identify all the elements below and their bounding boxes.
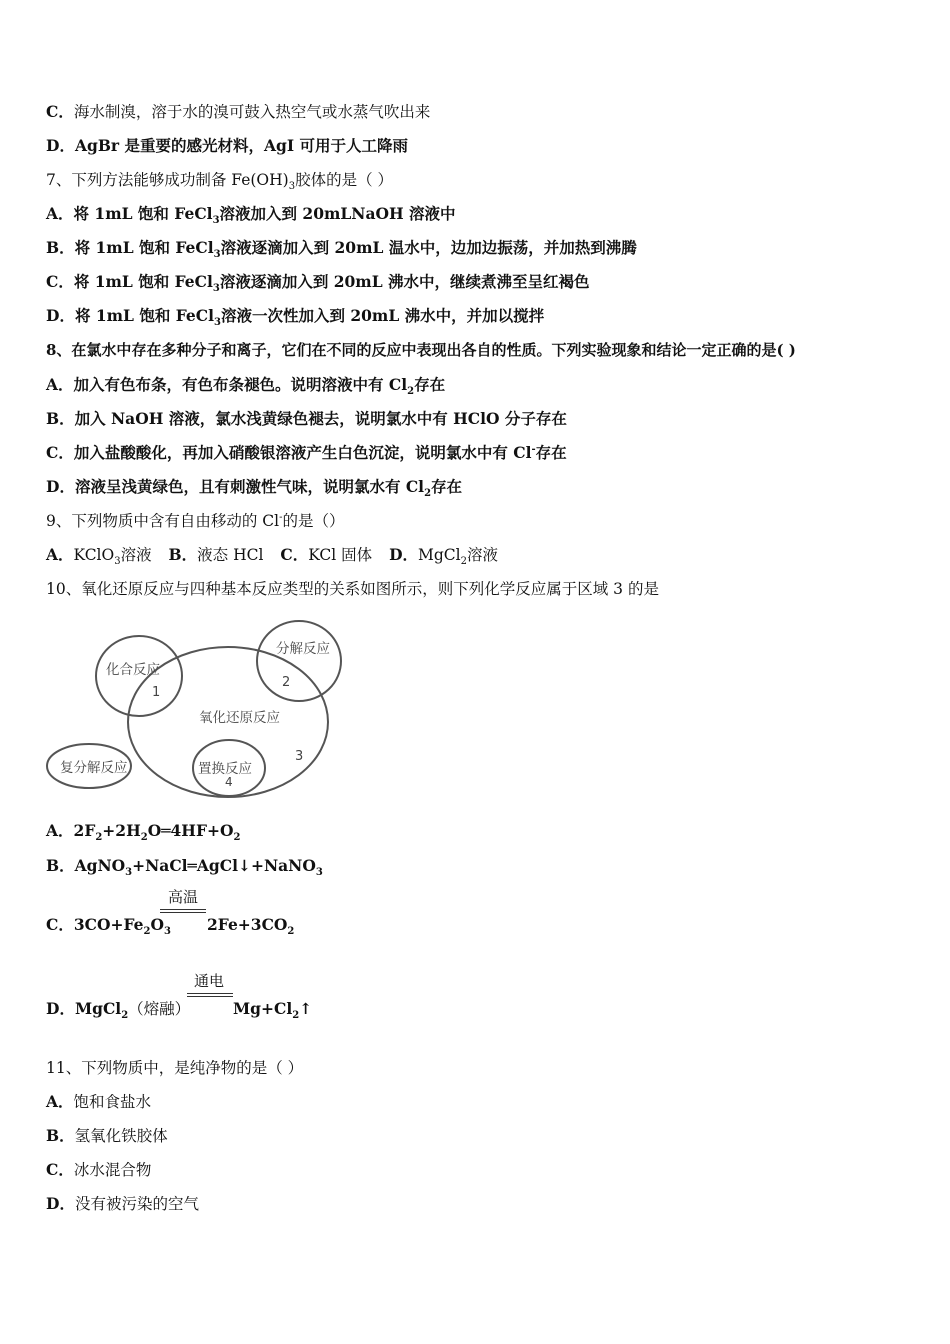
option-sub: 2 <box>460 556 468 568</box>
decomposition-circle <box>257 621 341 701</box>
q7-stem <box>46 170 394 193</box>
option-post: 溶液 <box>467 546 499 564</box>
option-pre: MgCl <box>418 546 461 564</box>
eq-part: （熔融） <box>128 1000 191 1018</box>
eq-sub: 2 <box>292 1010 300 1022</box>
region-1-number: 1 <box>152 685 161 700</box>
q9-stem <box>46 511 345 531</box>
option-label: A． <box>46 821 74 840</box>
option-post: 存在 <box>431 477 463 496</box>
option-label: D． <box>389 545 419 564</box>
q6-option-d <box>46 136 408 156</box>
eq-sub: 3 <box>125 867 133 879</box>
option-label: C． <box>46 443 74 462</box>
q8-option-b <box>46 409 567 429</box>
eq-sub: 2 <box>233 832 241 844</box>
q10-c-reaction-bar <box>160 909 206 913</box>
option-label: A． <box>46 204 74 223</box>
q10-option-d-products <box>233 999 313 1022</box>
q8-option-a <box>46 375 446 398</box>
option-text: 没有被污染的空气 <box>74 1195 199 1213</box>
eq-part: 2Fe+3CO <box>207 915 288 934</box>
q10-d-reaction-bar <box>187 993 233 997</box>
option-post: 存在 <box>414 375 446 394</box>
option-pre: 将 1mL 饱和 FeCl <box>74 238 214 257</box>
q7-option-d <box>46 306 545 329</box>
option-sub: 3 <box>114 556 121 568</box>
eq-sub: 3 <box>315 867 323 879</box>
option-text: 冰水混合物 <box>73 1161 152 1179</box>
eq-sub: 3 <box>163 926 171 938</box>
option-label: A． <box>46 1092 74 1111</box>
option-post: 存在 <box>535 443 567 462</box>
option-sub: 2 <box>407 386 415 398</box>
q9-options <box>46 545 499 568</box>
option-text: 氢氧化铁胶体 <box>74 1127 168 1145</box>
q10-option-d-reactants <box>46 999 191 1022</box>
q10-c-condition: 高温 <box>168 888 199 906</box>
option-text: AgBr 是重要的感光材料，AgI 可用于人工降雨 <box>74 136 408 155</box>
q11-stem: 11、下列物质中，是纯净物的是（ ） <box>46 1059 304 1077</box>
q6-option-c <box>46 102 430 122</box>
q11-option-b <box>46 1126 168 1146</box>
option-sub: 3 <box>213 317 221 329</box>
displacement-label: 置换反应 <box>198 761 252 777</box>
q10-option-c-reactants <box>46 915 171 938</box>
option-text: 液态 HCl <box>197 546 264 564</box>
q9-stem-sup: - <box>279 511 283 523</box>
option-pre: 将 1mL 饱和 FeCl <box>74 306 214 325</box>
q9-stem-pre: 9、下列物质中含有自由移动的 Cl <box>46 512 280 530</box>
combination-label: 化合反应 <box>106 662 160 678</box>
eq-part: +2H <box>102 821 141 840</box>
option-sub: 3 <box>213 249 221 261</box>
eq-part: O═4HF+O <box>147 821 234 840</box>
option-sup: - <box>531 443 536 455</box>
option-label: C． <box>46 915 74 934</box>
option-label: B． <box>46 409 75 428</box>
eq-part: AgNO <box>74 856 126 875</box>
option-post: 溶液逐滴加入到 20mL 温水中，边加边振荡，并加热到沸腾 <box>220 238 637 257</box>
option-label: A． <box>46 375 74 394</box>
q9-stem-post: 的是（） <box>282 512 345 530</box>
redox-label: 氧化还原反应 <box>199 710 280 726</box>
option-label: D． <box>46 999 75 1018</box>
eq-sub: 2 <box>121 1010 129 1022</box>
option-post: 溶液逐滴加入到 20mL 沸水中，继续煮沸至呈红褐色 <box>219 272 590 291</box>
double-decomposition-label: 复分解反应 <box>60 760 128 776</box>
option-label: D． <box>46 306 75 325</box>
q7-option-a <box>46 204 456 227</box>
q10-option-c-products <box>207 915 295 938</box>
option-label: D． <box>46 1194 75 1213</box>
option-label: D． <box>46 477 75 496</box>
option-pre: 加入盐酸酸化，再加入硝酸银溶液产生白色沉淀，说明氯水中有 Cl <box>73 443 532 462</box>
option-pre: 将 1mL 饱和 FeCl <box>73 272 213 291</box>
q7-stem-sub: 3 <box>288 181 296 193</box>
option-post: 溶液 <box>120 546 152 564</box>
q10-d-condition: 通电 <box>194 972 225 990</box>
region-2-number: 2 <box>282 675 291 690</box>
region-3-number: 3 <box>295 749 304 764</box>
option-label: C． <box>280 545 309 564</box>
eq-part: Mg+Cl <box>233 999 293 1018</box>
option-label: C． <box>46 1160 74 1179</box>
eq-part: +NaCl═AgCl↓+NaNO <box>132 856 316 875</box>
q11-option-a <box>46 1092 151 1112</box>
eq-sub: 2 <box>143 926 151 938</box>
q10-option-a <box>46 821 241 844</box>
option-text: 饱和食盐水 <box>73 1093 152 1111</box>
q7-option-b <box>46 238 637 261</box>
option-label: A． <box>46 545 74 564</box>
option-pre: 加入有色布条，有色布条褪色。说明溶液中有 Cl <box>73 375 408 394</box>
q7-stem-post: 胶体的是（ ） <box>295 171 394 189</box>
q7-option-c <box>46 272 590 295</box>
q11-option-c <box>46 1160 151 1180</box>
eq-sub: 2 <box>287 926 295 938</box>
option-label: C． <box>46 272 74 291</box>
option-post: 溶液加入到 20mLNaOH 溶液中 <box>219 204 456 223</box>
option-pre: 将 1mL 饱和 FeCl <box>73 204 213 223</box>
q10-stem: 10、氧化还原反应与四种基本反应类型的关系如图所示，则下列化学反应属于区域 3 的是 <box>46 580 659 598</box>
eq-part: 3CO+Fe <box>73 915 144 934</box>
q8-option-c <box>46 443 567 463</box>
decomposition-label: 分解反应 <box>276 641 330 657</box>
option-pre: 溶液呈浅黄绿色，且有刺激性气味，说明氯水有 Cl <box>74 477 425 496</box>
reaction-type-venn-diagram <box>44 616 354 806</box>
option-label: B． <box>168 545 198 564</box>
option-label: B． <box>46 1126 75 1145</box>
option-text: KCl 固体 <box>308 546 373 564</box>
q11-option-d <box>46 1194 199 1214</box>
eq-part: 2F <box>73 821 96 840</box>
eq-sub: 2 <box>95 832 103 844</box>
option-sub: 2 <box>424 488 432 500</box>
region-4-number: 4 <box>225 775 233 789</box>
option-label: B． <box>46 856 75 875</box>
q8-stem: 8、在氯水中存在多种分子和离子，它们在不同的反应中表现出各自的性质。下列实验现象和结论一定正确的是( ) <box>46 341 796 359</box>
option-sub: 3 <box>212 215 220 227</box>
eq-part: O <box>150 915 164 934</box>
option-pre: KClO <box>73 546 115 564</box>
option-sub: 3 <box>212 283 220 295</box>
option-label: B． <box>46 238 75 257</box>
option-text: 加入 NaOH 溶液，氯水浅黄绿色褪去，说明氯水中有 HClO 分子存在 <box>74 409 567 428</box>
option-post: 溶液一次性加入到 20mL 沸水中，并加以搅拌 <box>220 306 545 325</box>
eq-part: MgCl <box>74 999 122 1018</box>
eq-part: ↑ <box>299 999 313 1018</box>
q7-stem-pre: 7、下列方法能够成功制备 Fe(OH) <box>46 171 289 189</box>
q10-option-b <box>46 856 323 879</box>
option-label: D． <box>46 136 75 155</box>
option-text: 海水制溴，溶于水的溴可鼓入热空气或水蒸气吹出来 <box>73 103 431 121</box>
option-label: C． <box>46 102 74 121</box>
eq-sub: 2 <box>140 832 148 844</box>
q8-option-d <box>46 477 463 500</box>
